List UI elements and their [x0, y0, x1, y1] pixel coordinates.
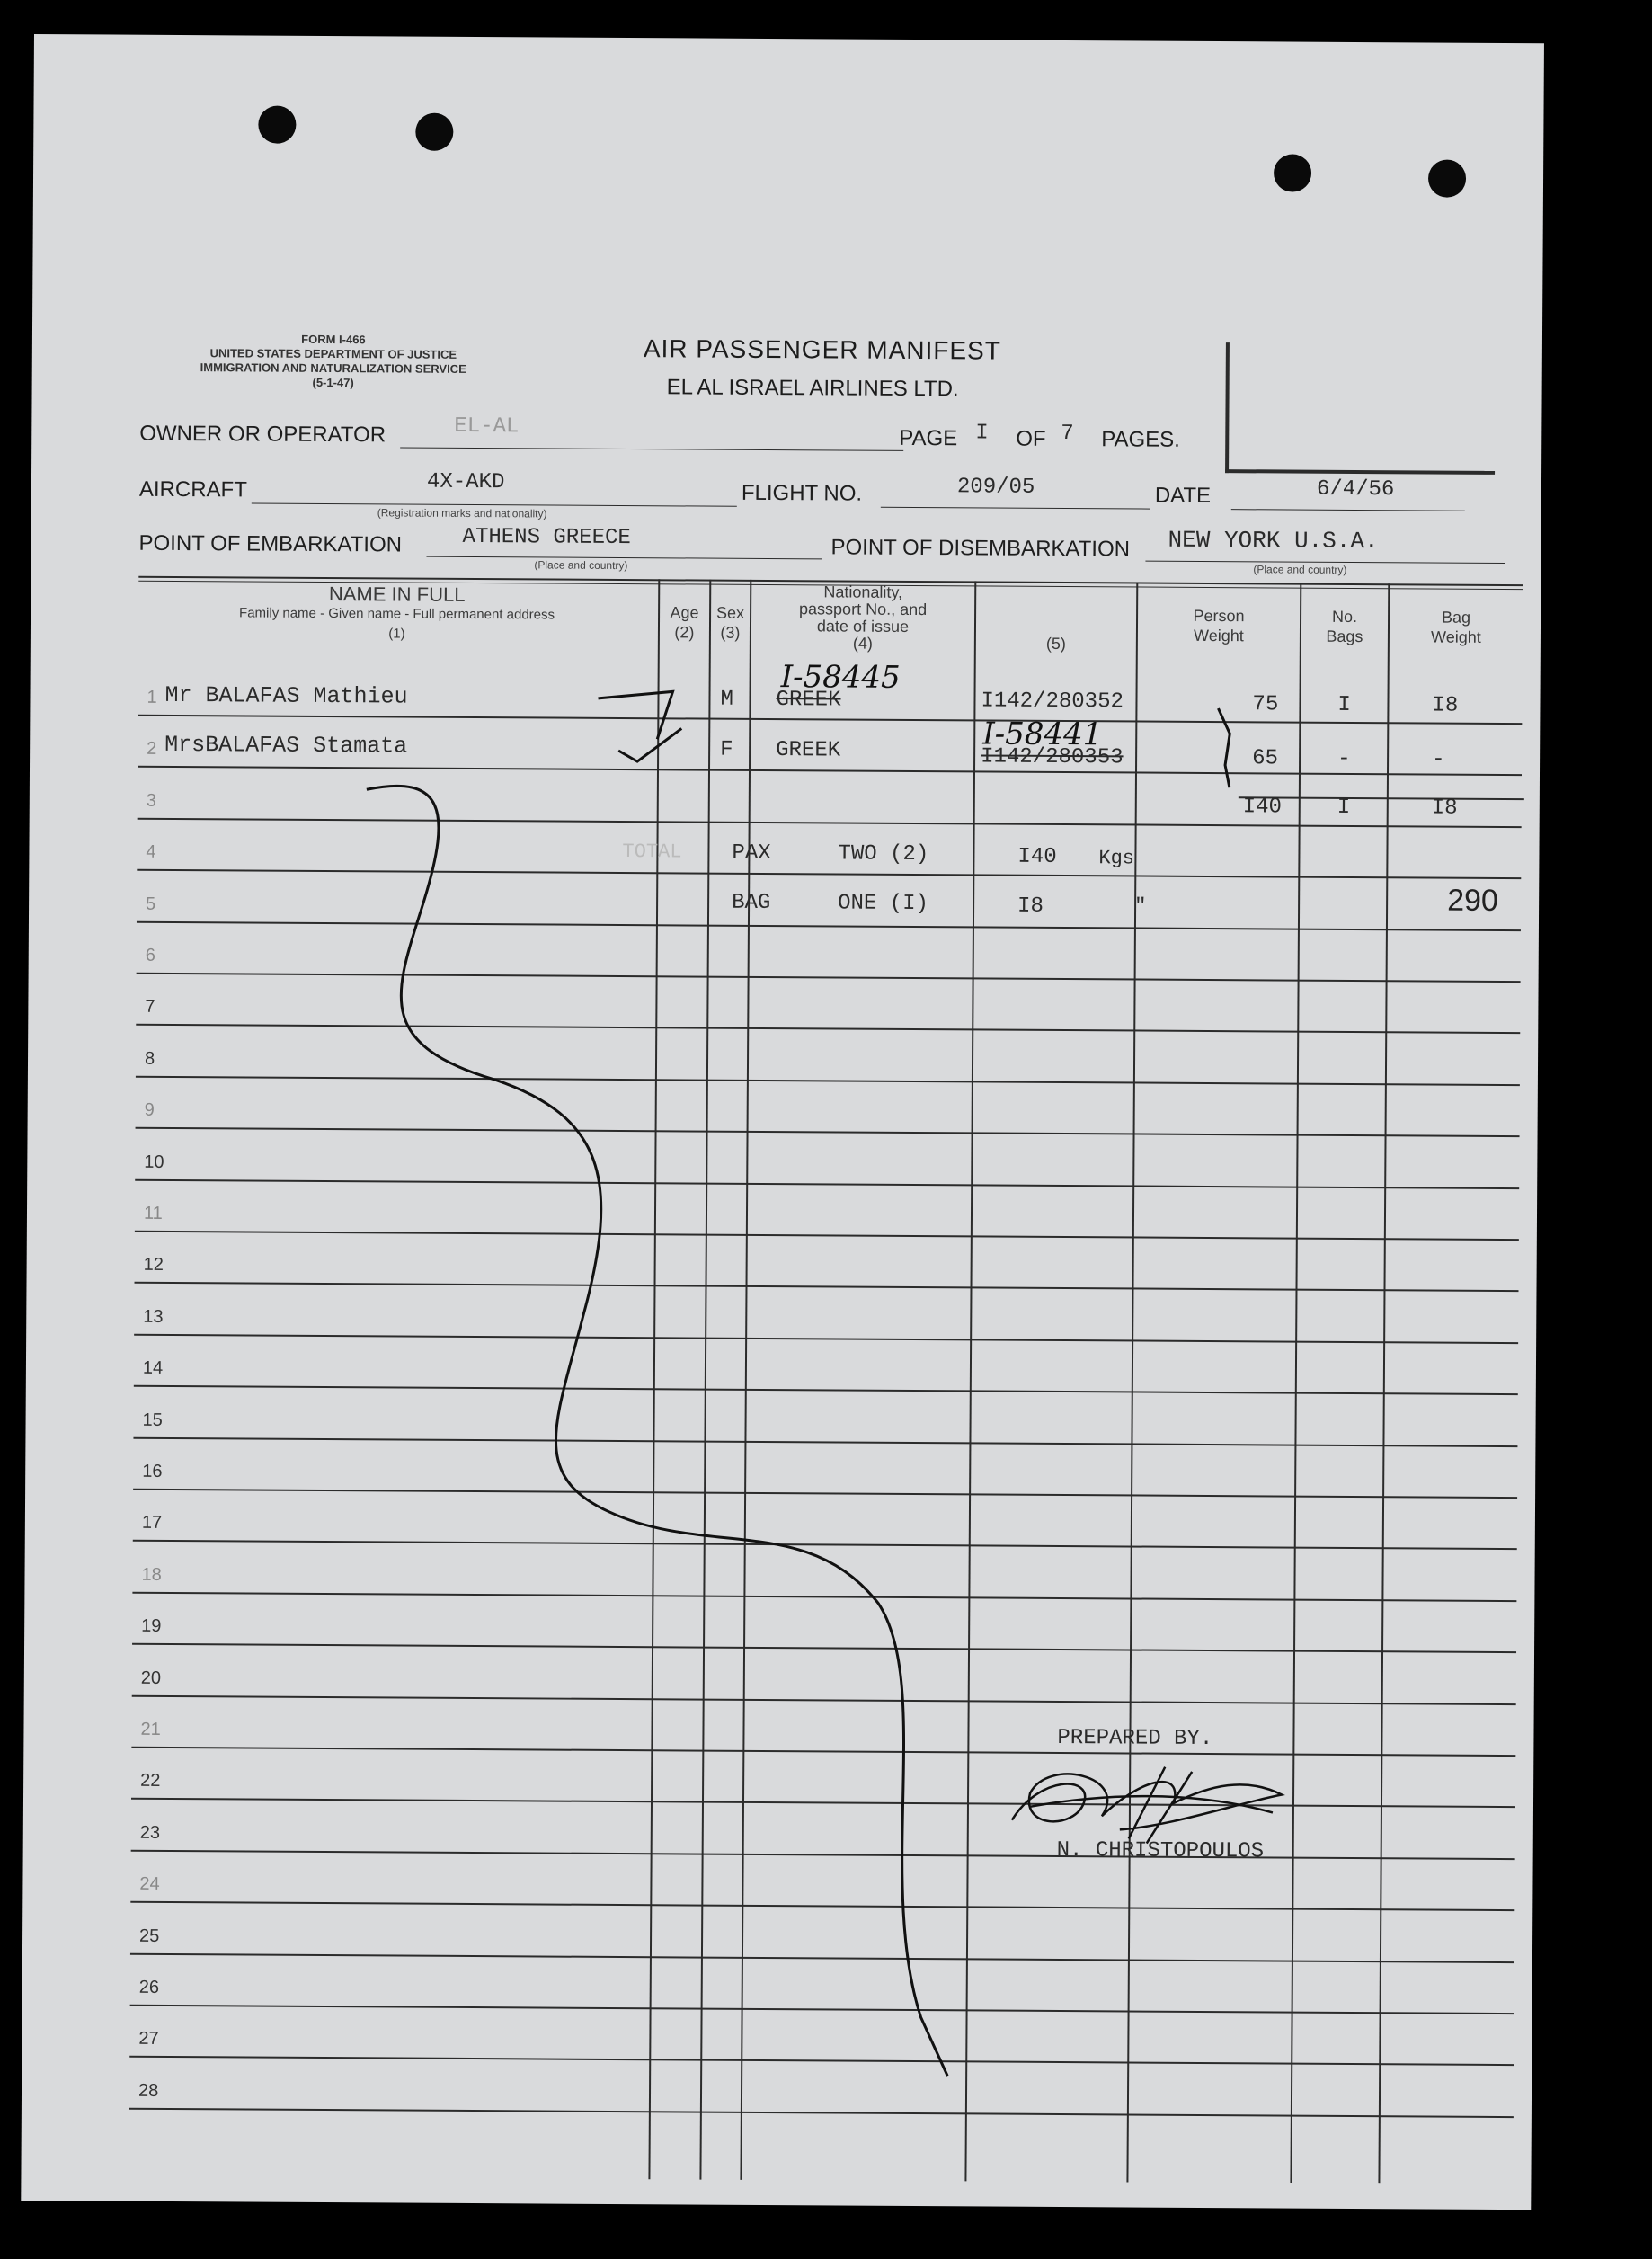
- row-number: 13: [143, 1306, 164, 1327]
- disembark-note: (Place and country): [1253, 563, 1347, 576]
- row-number: 12: [143, 1254, 164, 1275]
- col-5-header: (5): [1045, 634, 1066, 654]
- department: UNITED STATES DEPARTMENT OF JUSTICE: [209, 346, 457, 361]
- row-number: 28: [138, 2080, 159, 2101]
- flight-value: 209/05: [956, 475, 1035, 500]
- col-nat-line3: date of issue: [816, 617, 910, 636]
- bag-unit: ": [1134, 894, 1147, 918]
- form-number: FORM I-466: [301, 332, 366, 347]
- row-number: 5: [146, 894, 156, 914]
- passenger-2-bagweight: -: [1432, 747, 1445, 772]
- passenger-2-nationality: GREEK: [776, 738, 841, 763]
- embark-label: POINT OF EMBARKATION: [138, 530, 403, 557]
- owner-value: EL-AL: [454, 414, 520, 440]
- bag-label: BAG: [732, 890, 771, 916]
- col-name-sub: Family name - Given name - Full permanent address: [239, 605, 555, 623]
- row-number: 17: [141, 1512, 163, 1533]
- col-sex-title: Sex: [716, 603, 745, 622]
- total-weight: I40: [1242, 795, 1283, 820]
- owner-label: OWNER OR OPERATOR: [139, 421, 386, 448]
- aircraft-value: 4X-AKD: [426, 469, 505, 495]
- passenger-2-passport: I142/280353: [981, 744, 1124, 770]
- col-nat-num: (4): [852, 634, 873, 653]
- row-number: 8: [144, 1048, 155, 1069]
- grand-total: 290: [1447, 883, 1498, 918]
- passenger-1-name: Mr BALAFAS Mathieu: [164, 681, 408, 710]
- page-label: PAGE: [899, 425, 958, 451]
- col-age-title: Age: [670, 603, 699, 622]
- row-number: 14: [142, 1357, 164, 1378]
- row-number: 3: [146, 790, 156, 811]
- disembark-label: POINT OF DISEMBARKATION: [830, 535, 1131, 562]
- date-value: 6/4/56: [1316, 476, 1395, 502]
- passenger-1-bags: I: [1337, 692, 1351, 717]
- of-label: OF: [1016, 426, 1046, 451]
- row-number: 22: [140, 1770, 161, 1791]
- passenger-1-weight: 75: [1252, 692, 1279, 717]
- row-number: 25: [139, 1925, 160, 1946]
- passenger-1-passport: I142/280352: [981, 689, 1124, 715]
- flight-label: FLIGHT NO.: [741, 480, 863, 506]
- disembark-value: NEW YORK U.S.A.: [1168, 526, 1379, 556]
- row-number: 6: [145, 945, 155, 965]
- passenger-1-handwritten-no: I-58445: [780, 659, 901, 696]
- form-revision: (5-1-47): [312, 375, 354, 390]
- row-number: 27: [138, 2028, 159, 2049]
- row-number: 9: [144, 1099, 155, 1120]
- passenger-1-nationality: GREEK: [776, 688, 841, 713]
- row-number: 24: [139, 1873, 160, 1894]
- col-sex-num: (3): [720, 623, 741, 642]
- col-bagweight-line1: Bag: [1441, 608, 1471, 627]
- embark-value: ATHENS GREECE: [462, 524, 631, 551]
- check-mark: [618, 728, 681, 761]
- row-number: 19: [141, 1615, 162, 1636]
- pax-label: PAX: [732, 840, 771, 867]
- handwriting-marks: [21, 34, 1544, 2210]
- pax-kg: I40: [1017, 844, 1057, 869]
- col-bags-line2: Bags: [1326, 627, 1363, 646]
- embark-note: (Place and country): [534, 558, 628, 573]
- bag-words: ONE (I): [838, 891, 929, 917]
- row-number: 10: [144, 1152, 164, 1172]
- manifest-page: [21, 34, 1544, 2210]
- row-number: 26: [138, 1977, 160, 1997]
- passenger-1-bagweight: I8: [1432, 693, 1459, 718]
- total-bags: I: [1337, 795, 1351, 820]
- col-bagweight-line2: Weight: [1431, 627, 1481, 646]
- row-number: 23: [139, 1822, 161, 1843]
- passenger-2-bags: -: [1337, 746, 1351, 771]
- bag-kg: I8: [1017, 894, 1044, 919]
- date-label: DATE: [1154, 483, 1212, 509]
- airline-name: EL AL ISRAEL AIRLINES LTD.: [666, 375, 959, 402]
- weight-bracket: [1218, 708, 1230, 787]
- signature: [1012, 1766, 1283, 1845]
- row-number: 20: [140, 1668, 162, 1688]
- col-weight-line2: Weight: [1194, 626, 1244, 645]
- of-value: 7: [1061, 421, 1074, 447]
- row-number: 16: [142, 1461, 163, 1481]
- aircraft-label: AIRCRAFT: [138, 476, 247, 502]
- page-value: I: [975, 421, 989, 446]
- pax-words: TWO (2): [838, 841, 929, 867]
- col-name-num: (1): [388, 626, 405, 642]
- pax-unit: Kgs: [1098, 847, 1135, 870]
- passenger-2-weight: 65: [1252, 746, 1278, 771]
- col-nat-line2: passport No., and: [799, 600, 928, 619]
- prepared-label: PREPARED BY.: [1057, 1725, 1213, 1752]
- col-bags-line1: No.: [1331, 607, 1358, 627]
- row-number: 7: [145, 996, 155, 1017]
- row-number: 4: [146, 841, 156, 862]
- passenger-2-handwritten-no: I-58441: [982, 716, 1103, 753]
- pages-label: PAGES.: [1101, 427, 1180, 452]
- row-number: 21: [140, 1719, 161, 1739]
- total-label: TOTAL: [622, 840, 682, 864]
- service: IMMIGRATION AND NATURALIZATION SERVICE: [200, 360, 466, 376]
- row-number: 2: [147, 738, 157, 759]
- col-name-title: NAME IN FULL: [328, 583, 466, 606]
- col-weight-line1: Person: [1193, 606, 1245, 626]
- passenger-2-sex: F: [720, 737, 733, 762]
- total-bagweight: I8: [1431, 796, 1458, 821]
- diagonal-cancel-line: [359, 786, 955, 2076]
- prepared-name: N. CHRISTOPOULOS: [1056, 1837, 1265, 1864]
- manifest-title: AIR PASSENGER MANIFEST: [643, 334, 1001, 365]
- row-number: 15: [142, 1410, 163, 1430]
- row-number: 11: [143, 1203, 163, 1223]
- aircraft-note: (Registration marks and nationality): [377, 506, 547, 520]
- passenger-2-name: MrsBALAFAS Stamata: [164, 731, 408, 760]
- col-nat-line1: Nationality,: [823, 583, 903, 601]
- passenger-1-sex: M: [720, 687, 733, 712]
- check-mark: [598, 691, 672, 740]
- row-number: 1: [147, 687, 157, 707]
- col-age-num: (2): [674, 623, 695, 642]
- row-number: 18: [141, 1564, 162, 1585]
